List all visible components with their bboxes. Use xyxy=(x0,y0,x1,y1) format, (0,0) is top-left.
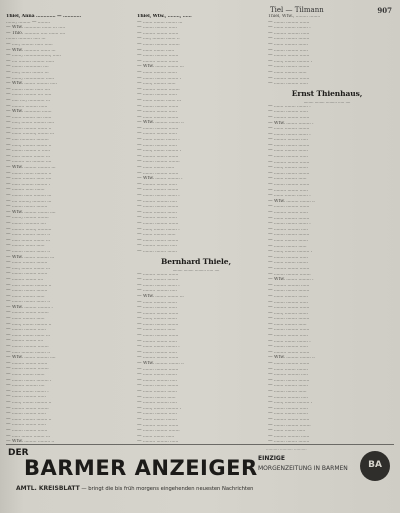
directory-entry: — ......, ......... ....... xyxy=(268,310,308,316)
directory-entry: — ........ ........ ....... . xyxy=(268,131,311,137)
directory-entry: — ......... ........ ........ xyxy=(6,310,49,316)
directory-entry: — ....... ........ ........ . xyxy=(268,103,311,109)
directory-entry: — Wtw. ......... ........ .. xyxy=(268,355,315,361)
directory-entry: — ........ ......... ...... xyxy=(6,327,46,333)
directory-entry: — ......, ........ ........ . xyxy=(137,226,180,232)
directory-entry: — ....... ......... ...... xyxy=(268,69,307,75)
directory-entry: — ....... ......... ....... xyxy=(137,389,177,394)
directory-entry: — ......... ........ ...... xyxy=(268,187,308,193)
directory-entry: — ....... ......... ....... xyxy=(268,293,308,299)
entry-heading-subtitle: ........ ........ ......... ..... .... xyxy=(303,98,351,104)
directory-entry: — ........ ........ ........ xyxy=(268,64,310,70)
directory-entry: — ........ ........... .... xyxy=(6,220,46,226)
directory-entry: — ........ ......... ....... xyxy=(268,204,310,210)
entry-heading: Bernhard Thiele, xyxy=(161,256,231,266)
page-number: 907 xyxy=(377,6,392,15)
directory-entry: — ........ ......... ...... xyxy=(268,299,308,305)
directory-entry: — ........ ......... ........ xyxy=(137,428,180,434)
directory-entry: — ......... ........ ....... xyxy=(268,114,310,120)
directory-entry: — ....., ......... ...... ...... xyxy=(6,41,53,47)
directory-entry: Thiel, Anna ............. — ............ xyxy=(6,14,81,19)
directory-entry: — ....... ......... ...... xyxy=(268,321,307,327)
directory-entry: — ....... ......... ........ .. xyxy=(6,416,52,422)
directory-entry: — ...... ......... ......... . xyxy=(6,181,50,187)
directory-entry: — ........ ......... ....... xyxy=(268,361,310,367)
directory-entry: — ........ ......... ...... xyxy=(6,394,46,400)
directory-entry: — ........ ........ ........ xyxy=(268,316,310,322)
directory-entry: — ......... ........ ....... xyxy=(137,153,179,159)
directory-entry: — ........ ........ ........ xyxy=(137,321,179,327)
directory-entry: — ........ ......... ...... xyxy=(137,92,177,98)
directory-entry: — ........ ......... ....... xyxy=(137,220,179,226)
directory-entry: — ...... ........ ........ ... xyxy=(6,153,50,159)
directory-entry: — ........ ...... ......... ... xyxy=(6,193,52,198)
directory-entry: — ......... ........ ...... xyxy=(137,181,177,187)
directory-entry: — ........ ......... ........ xyxy=(137,41,180,47)
directory-entry: — .... ......... ......... ...... xyxy=(6,58,55,64)
directory-entry: — ........ ........ ...... xyxy=(268,389,307,394)
directory-entry: — ...... ........ ........ ... xyxy=(6,237,50,243)
directory-entry: — ......... ........ ....... xyxy=(6,360,48,366)
directory-entry: — ........ ......... ....... xyxy=(268,19,310,25)
directory-entry: — Wtw. ........ ......... . xyxy=(268,277,314,283)
directory-entry: — ....... ......... ........ xyxy=(137,187,179,193)
directory-entry: Thiel, Wtw., ........, ...... xyxy=(137,14,192,19)
directory-entry: — ......., ......... ........ xyxy=(6,215,49,221)
directory-entry: — ......, ........ ......... . xyxy=(137,405,181,411)
directory-entry: — ........ ......... ....... xyxy=(6,271,48,277)
directory-entry: — ........ ......... ...... xyxy=(268,154,308,160)
directory-entry: — ......... ......... ...... xyxy=(6,103,48,109)
directory-entry: — ......, ........ ......... .. xyxy=(6,399,52,405)
directory-entry: — ....... ........ ........ xyxy=(137,416,177,422)
directory-entry: — Wtw. ........ ......... ..... xyxy=(6,81,57,87)
directory-entry: — ....... ......... ....... .. xyxy=(6,232,50,238)
directory-entry: — ....... ........ ........ xyxy=(268,411,308,417)
directory-entry: — ...... ........ ........ ... xyxy=(6,433,50,439)
directory-entry: — ....... ........ ...... xyxy=(137,47,175,53)
directory-entry: — Wtw. ......... ......... .. xyxy=(6,439,55,442)
directory-entry: — ......... ......... ..... xyxy=(137,288,177,294)
directory-entry: — Wtw. ............ ....... xyxy=(6,109,52,115)
directory-entry: — ......, ........ ......... . xyxy=(268,58,312,64)
directory-entry: — ........ ........ ....... . xyxy=(137,193,180,198)
directory-entry: — ....... ......... ...... .... xyxy=(6,176,52,182)
directory-entry: — ......, ......... ...... xyxy=(137,81,176,87)
directory-entry: — ....., ........ ......... ..... xyxy=(6,120,55,126)
directory-entry: — ......... ......... ..... xyxy=(137,198,177,204)
directory-entry: — ....., ....... ........ ... xyxy=(6,69,49,75)
directory-entry: — Wtw. ........... ....... ... xyxy=(6,47,56,53)
directory-entry: — ......... ......., .......... xyxy=(6,226,52,232)
ad-footer xyxy=(16,485,253,492)
directory-entry: — ....... ......... ...... xyxy=(137,232,176,238)
directory-entry: — ....... ........ ....... ... xyxy=(137,97,181,103)
directory-entry: — ........ ......... ...... xyxy=(137,25,177,31)
directory-entry: — Wtw. ........ ......... . xyxy=(137,176,183,182)
directory-entry: — ......... ........ ....... xyxy=(268,265,310,271)
running-title: Tiel — Tilmann xyxy=(270,6,324,14)
directory-entry: — Wtw. ......... ........ .. xyxy=(137,120,184,126)
directory-entry: — ........ ......... ...... xyxy=(268,109,308,115)
directory-entry: — ......... ........ ....... xyxy=(137,30,179,36)
directory-entry: — ......... ........ ....... xyxy=(268,159,310,165)
directory-entry: — ........ ........ ........ xyxy=(137,383,179,389)
directory-entry: — ........ ......... ....... xyxy=(137,53,179,59)
directory-entry: — ........ ........ ....... . xyxy=(268,221,311,227)
directory-entry: — ........ ......... ....... xyxy=(137,125,179,131)
directory-entry: — ....... ......... ........ xyxy=(137,277,179,283)
directory-entry: — ....... ........ ...... xyxy=(137,165,175,171)
directory-entry: — ......... ........ .... xyxy=(6,276,44,282)
directory-column-2 xyxy=(137,14,255,442)
directory-entry: — ........ ......... ........ xyxy=(268,271,311,277)
directory-entry: — ........ ........ ........ xyxy=(137,204,179,210)
directory-entry: — ....... ......... ....... xyxy=(137,69,177,75)
ad-tiny-line: .......... .......... .......... xyxy=(266,446,307,451)
ad-der-label: DER xyxy=(8,448,29,458)
directory-entry: — ........ ........ ........ xyxy=(6,204,48,210)
directory-entry: — ........ ....... ......... .. xyxy=(6,170,52,176)
directory-entry: — ......... ........ ....... xyxy=(268,349,310,355)
directory-entry: — ....... ......... ...... xyxy=(6,293,45,299)
directory-entry: — ....... ........ ........ . xyxy=(268,25,311,31)
logo-text: BA xyxy=(368,460,382,470)
directory-entry: ........ .......... ..... ... xyxy=(6,36,46,42)
directory-entry: — Thlo. ........... ..... ....... .... xyxy=(6,30,66,36)
directory-entry: — ......... ......... ..... xyxy=(268,137,308,143)
directory-entry: — ....... ......... ...... xyxy=(268,176,307,182)
directory-entry: — ......... .... ......... .... xyxy=(6,159,52,165)
directory-entry: — ......, ........ ......... .. xyxy=(6,321,52,327)
entry-heading: Ernst Thienhaus, xyxy=(291,88,363,98)
directory-entry: — ....... ......... ........ xyxy=(268,215,310,221)
directory-entry: — ........ ....... ...... .... xyxy=(6,86,50,92)
directory-entry: — ....... ........ ........ . xyxy=(6,388,49,394)
directory-entry: — ......... ......... .... xyxy=(6,383,45,389)
directory-entry: — ........ ........ ...... xyxy=(268,243,307,249)
directory-entry: — ......... ........ ....... xyxy=(137,422,179,428)
ad-footer-lead: AMTL. KREISBLATT xyxy=(16,485,80,492)
directory-entry: — ........ ......... ........ xyxy=(6,344,49,350)
directory-entry: — Wtw. ........ ......... ... xyxy=(6,254,55,260)
directory-entry: — ......, ........ ......... . xyxy=(137,148,181,154)
directory-entry: — ........ ......... ........ xyxy=(6,366,49,372)
directory-entry: — ........ ......... ...... xyxy=(137,305,177,311)
directory-entry: — ....... ......... ....... xyxy=(268,148,308,154)
directory-entry: — ......... ......... ..... xyxy=(268,394,308,400)
directory-entry: — ........ ........ ...... xyxy=(137,394,176,400)
directory-entry: — ......... ........ ...... xyxy=(137,109,177,115)
directory-entry: — ......, ......... ....... xyxy=(268,165,308,171)
directory-entry: — .... ........, .......... ... xyxy=(6,198,52,204)
directory-entry: — ........ ......... ...... xyxy=(268,405,308,411)
directory-entry: — ........ ........ ........ . xyxy=(137,75,181,81)
directory-entry: — ........ ......... ...... xyxy=(268,254,308,260)
directory-entry: — ......... ......... ..... xyxy=(268,372,308,378)
directory-entry: — ....... ......... ....... xyxy=(137,209,177,215)
directory-entry: — ........ ........ ........ xyxy=(268,232,310,238)
directory-entry: — ....., ......... ....... .. xyxy=(137,36,180,42)
directory-entry: — ........ ........ ........ xyxy=(268,170,310,176)
directory-entry: — ..... ........... ......... xyxy=(6,137,49,143)
directory-entry: — Wtw. ......... ........ .. xyxy=(268,198,315,204)
directory-entry: — ........ ......... ...... xyxy=(137,411,177,417)
directory-entry: — ....... ........., ........ ... xyxy=(6,131,55,137)
directory-entry: — ........ ......... ...... xyxy=(137,349,177,355)
directory-entry: — ........ ........ ....... .. xyxy=(6,299,50,305)
directory-entry: — ....... ......... ........ xyxy=(268,126,310,132)
directory-entry: — ........ ........ ....... .. xyxy=(6,248,50,254)
entry-heading-subtitle: ........ ........ ......... ..... .... xyxy=(172,266,220,272)
directory-entry: — ........ ......... ...... xyxy=(268,47,308,53)
directory-entry: — ........ ........ ........ xyxy=(137,237,179,243)
directory-entry: — ......, ......... ....... xyxy=(137,316,177,322)
ad-tagline-1: EINZIGE xyxy=(258,455,285,462)
directory-entry: — ........ ......... ....... xyxy=(137,103,179,109)
directory-entry: — ........ ......... ....... xyxy=(137,366,179,372)
publisher-logo-icon xyxy=(360,451,390,481)
directory-entry: — ....... ........ ........ . xyxy=(268,193,311,199)
directory-entry: — ......... ......... ..... xyxy=(137,400,177,406)
directory-entry: — ......... ........ ........ xyxy=(137,86,180,92)
directory-entry: — ........ ......... ....... xyxy=(6,427,48,433)
directory-entry: — ......... ......... ...... xyxy=(268,30,310,36)
directory-entry: — ......... ......... ..... xyxy=(137,243,177,249)
directory-entry: — ....... ........ ....... xyxy=(6,372,45,377)
directory-entry: — ......... ......... ..... xyxy=(268,226,308,232)
directory-entry: — ....... ........ ...... xyxy=(268,428,306,434)
directory-entry: — ........ ........ ........ xyxy=(6,288,48,294)
directory-entry: — ....... ......... ....... xyxy=(268,383,308,389)
directory-entry: — ........ ......... ...... xyxy=(137,142,177,148)
directory-entry: — ......... ......... ...... xyxy=(268,282,310,288)
directory-entry: — ....... ......... ....... xyxy=(268,237,308,243)
ad-title: BARMER ANZEIGER xyxy=(24,456,258,480)
directory-entry: — ....... ......... ........ xyxy=(6,260,48,266)
directory-entry: — ......... ........ ...... xyxy=(137,215,177,221)
directory-entry: — ......... ........ .... xyxy=(6,338,44,344)
directory-entry: — ......., ............... ...... xyxy=(6,75,55,81)
directory-entry: — ........ ........ ......... . xyxy=(6,377,52,383)
directory-entry: — ....... ........ ........ xyxy=(268,366,308,372)
directory-entry: — ......, ......... ........ .. xyxy=(6,142,52,148)
directory-entry: — Wtw. ............ ....... ... ..... xyxy=(6,25,66,31)
directory-entry: — ......., ..................., ...... xyxy=(6,53,61,59)
directory-entry: — ........ ............. .... xyxy=(6,64,49,70)
directory-entry: — ........ ......... .... ..... xyxy=(6,92,52,98)
directory-entry: — Wtw. ......... ........ .... xyxy=(6,209,56,215)
directory-entry: — ......... ........ ...... xyxy=(137,131,177,137)
directory-column-1 xyxy=(6,14,124,442)
directory-entry: — ......... ......... ...... xyxy=(268,433,310,439)
directory-entry: — Wtw. ........ ........ ... xyxy=(137,293,184,299)
directory-entry: — Wtw. ........ ......... . xyxy=(268,120,314,126)
directory-entry: — ........ ......... ....... .. xyxy=(6,125,52,131)
directory-entry: — ......... ...... ....... xyxy=(6,187,45,193)
directory-entry: — ....... ......... ....... xyxy=(268,41,308,47)
directory-entry: — ......... ......... ...... xyxy=(137,439,179,442)
directory-entry: — ....... ........ ........ xyxy=(268,260,308,266)
directory-entry: — ........ ........ ....... xyxy=(137,248,177,254)
directory-entry: — ...... ......... ........ .. xyxy=(6,349,50,355)
directory-entry: — ......, ........ ......... . xyxy=(268,249,312,255)
directory-entry: — ......... ........ ...... xyxy=(268,333,308,339)
ad-footer-text: — bringt die bis früh morgens eingehenden neuesten Nachrichten xyxy=(81,486,254,492)
directory-entry: — ....... ......... ....... xyxy=(137,299,177,305)
directory-entry: — ....... ........ ........ xyxy=(137,372,177,378)
directory-entry: — ........ ........ ........ xyxy=(268,36,310,42)
directory-entry: — ..... ...., ............ ... xyxy=(6,97,50,103)
directory-entry: — ........ ......... ....... xyxy=(268,182,310,188)
directory-entry: — ........ ........ ....... . xyxy=(137,282,180,288)
directory-entry: — ...... ......... ......... .. xyxy=(6,282,52,288)
directory-entry: ......., ......... — ......... xyxy=(6,19,50,25)
directory-entry: — ....... ......... ...... xyxy=(6,316,45,322)
directory-entry: — ........ ........ ........ xyxy=(268,439,310,442)
directory-entry: — ......... ........ ....... xyxy=(137,271,179,277)
directory-entry: — ......... ........ ...... xyxy=(6,422,46,428)
ad-tagline-2: MORGENZEITUNG IN BARMEN xyxy=(258,465,348,472)
directory-entry: — ......... ....... ...... xyxy=(6,243,45,249)
directory-entry: — ....... ........ ....... ... xyxy=(6,332,50,338)
directory-entry: — ....... ........ ...... xyxy=(137,433,175,439)
directory-entry: — ........ ......... ....... xyxy=(268,327,310,333)
directory-entry: — ......... ........ ....... xyxy=(268,75,310,81)
directory-entry: — ....... ......... ...... xyxy=(137,327,176,333)
directory-entry: — ........ ........ ........ xyxy=(268,142,310,148)
directory-entry: — ....... ......... .... ...... xyxy=(6,114,52,120)
directory-entry: — ........ ........ ........ xyxy=(268,288,310,294)
directory-entry: — ....... ........ ........ . xyxy=(268,338,311,344)
directory-entry: — Wtw. ......... ......... . xyxy=(6,304,53,310)
directory-entry: — ......... ........ ...... xyxy=(137,338,177,344)
directory-entry: — Wtw. ......... ......... ... xyxy=(6,165,56,171)
directory-entry: — Wtw. ........ ........ ... xyxy=(137,64,184,70)
directory-entry: — ........ ......... ...... xyxy=(6,411,46,417)
directory-entry: — ......... ........ ....... xyxy=(137,355,179,361)
directory-entry: — ........ ......... .. ...... xyxy=(6,148,50,154)
directory-entry: — ....... ........ ........ . xyxy=(137,344,180,350)
directory-entry: — ........ ......... ........ xyxy=(137,159,180,165)
directory-entry: — ........ ......... ....... xyxy=(137,333,179,339)
directory-entry: — ......... ........ ...... xyxy=(268,210,308,215)
directory-entry: Thiel, Wtw., ......... ........ xyxy=(268,14,321,19)
directory-entry: — ........ ......... ...... xyxy=(268,344,308,350)
directory-entry: — ....., ........ ........ ... xyxy=(6,265,50,271)
directory-entry: — ......... ........ ....... xyxy=(137,310,179,316)
directory-entry: — Wtw. ........ ......... .... xyxy=(6,355,56,361)
directory-entry: — ........ ......... ........ xyxy=(268,422,311,428)
directory-entry: — Wtw. ......... ........ .. xyxy=(137,361,184,367)
directory-entry: — ......... ........ ....... xyxy=(268,305,310,311)
directory-entry: — ......... ........ ........ xyxy=(6,405,49,411)
directory-entry: — ......, ........ ......... . xyxy=(268,400,312,406)
directory-entry: — ......... ......... ..... xyxy=(137,377,177,383)
directory-entry: — ....... ........ ........ . xyxy=(137,137,180,143)
directory-entry: — ......... ........ ....... xyxy=(137,58,179,64)
directory-entry: — ....... ........ ........ ... xyxy=(137,19,183,25)
advertisement-barmer-anzeiger xyxy=(6,444,394,511)
directory-entry: — ........ ......... ...... xyxy=(268,81,308,87)
directory-column-3 xyxy=(268,14,386,442)
directory-entry: — ....... ......... ........ xyxy=(137,114,179,120)
directory-entry: — ......... ........ ....... xyxy=(268,416,310,422)
directory-entry: — ......... ........ ....... xyxy=(268,53,310,59)
directory-entry: — ........ ........ ........ xyxy=(268,377,310,383)
directory-entry: — ........ ......... ....... xyxy=(137,170,179,176)
